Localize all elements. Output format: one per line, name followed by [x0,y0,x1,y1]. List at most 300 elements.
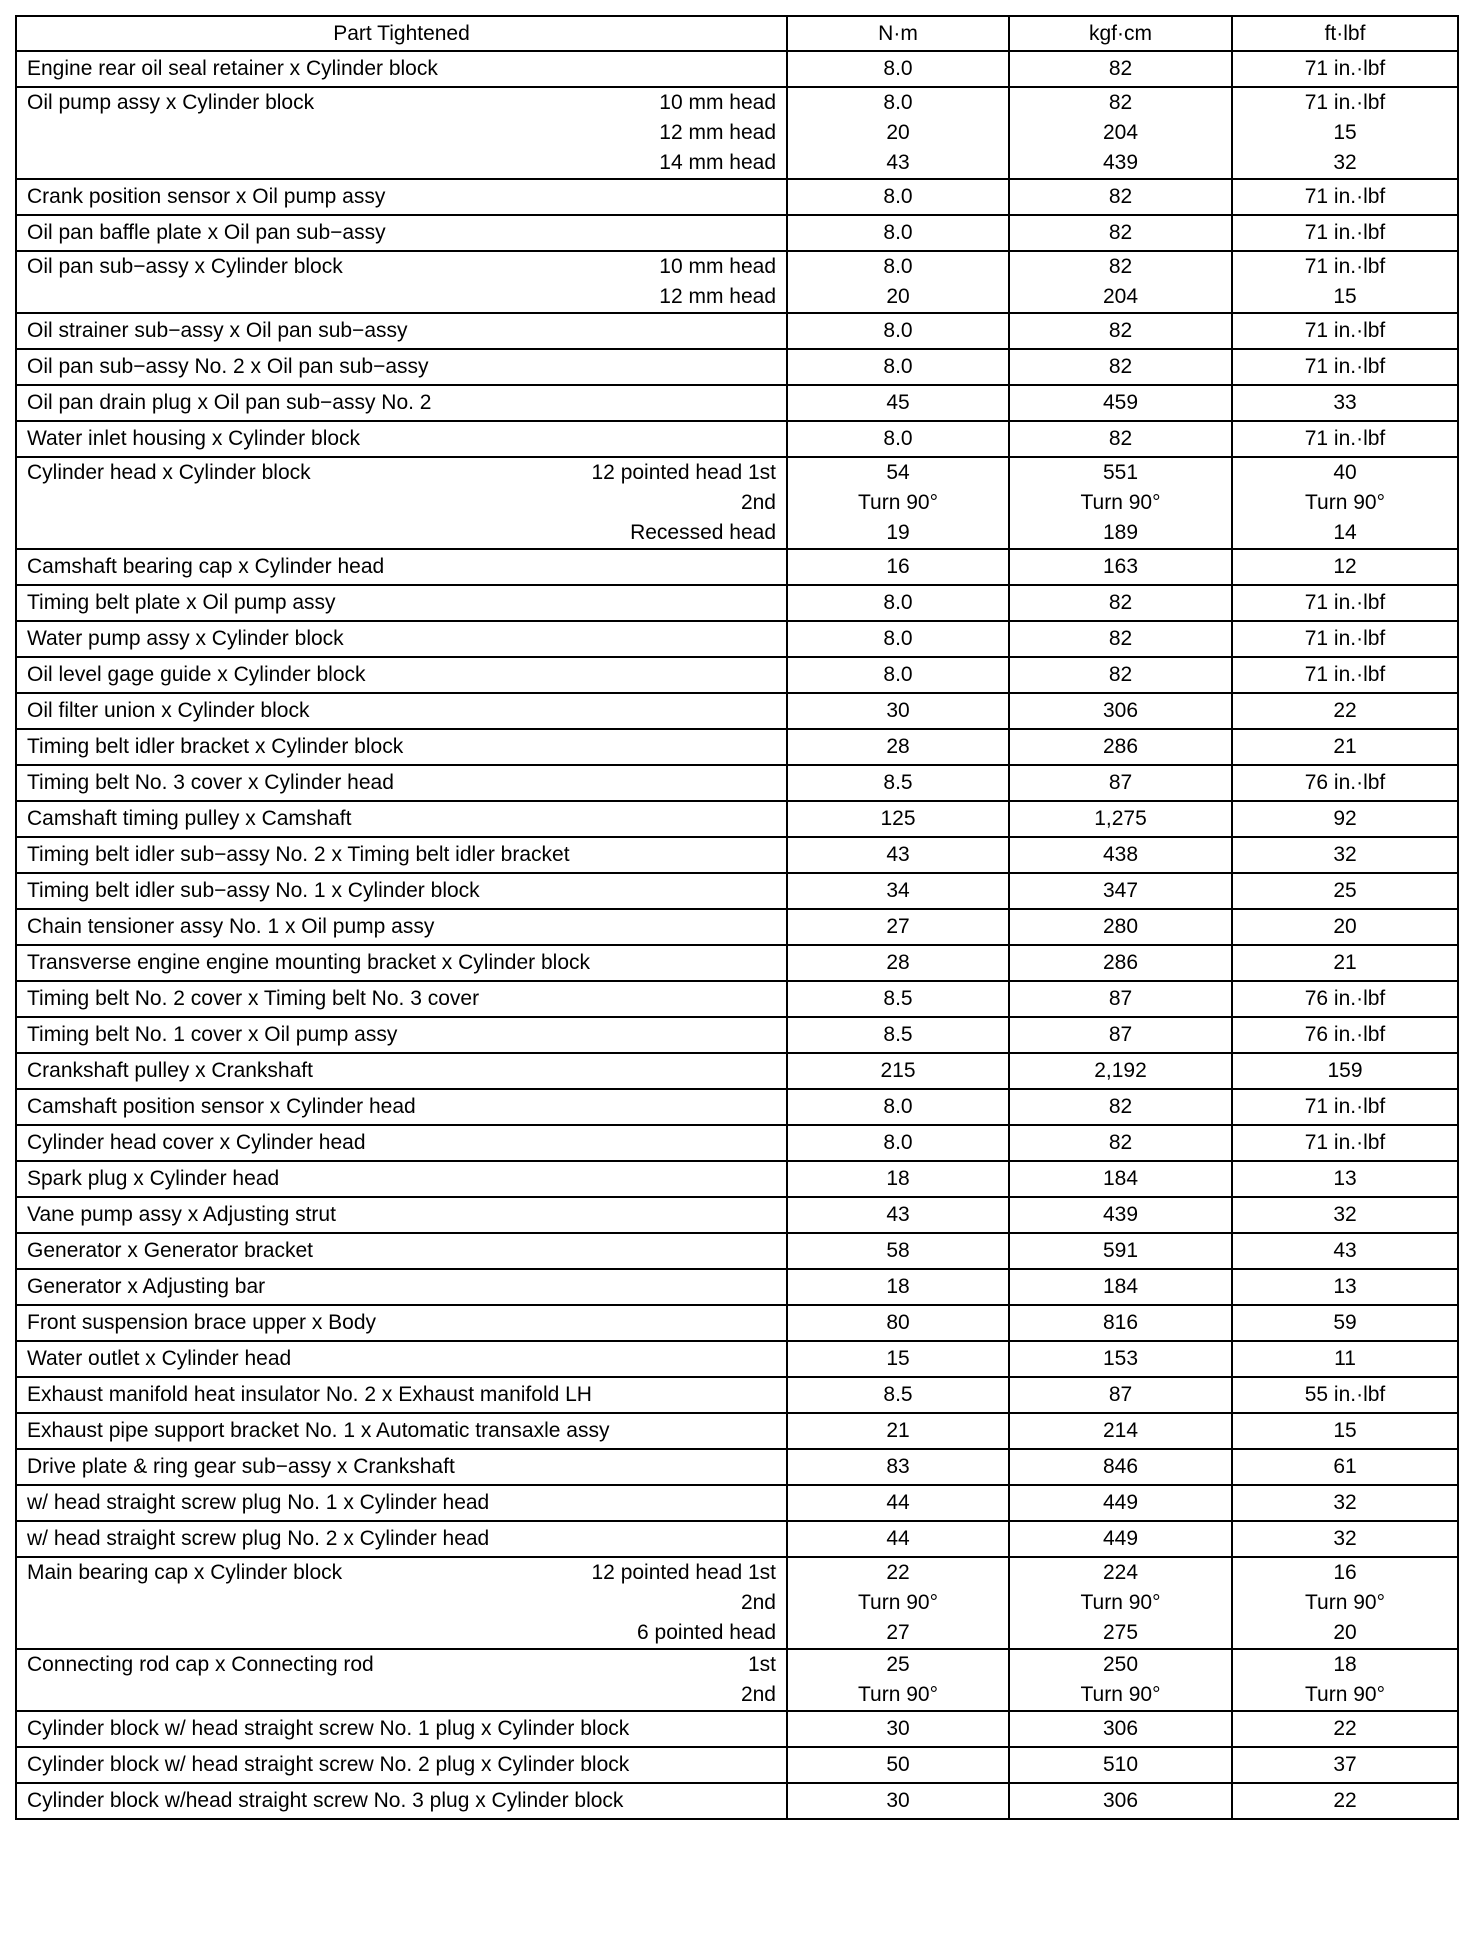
part-cell [16,1269,787,1305]
value-line: 204 [1102,121,1139,144]
value-line: 82 [1108,221,1133,244]
table-row [16,51,1458,87]
table-row [16,87,1458,179]
value-line: 13 [1333,1167,1357,1190]
kgf-cm-cell [1009,549,1232,585]
table-row [16,1783,1458,1819]
part-cell [16,693,787,729]
header-ft-lbf: ft·lbf [1232,16,1458,51]
kgf-cm-cell [1009,1161,1232,1197]
part-name: Oil strainer sub−assy x Oil pan sub−assy [27,319,408,342]
part-cell [16,1197,787,1233]
value-line: 32 [1333,1491,1357,1514]
header-part-tightened: Part Tightened [16,16,787,51]
value-line: 32 [1333,1527,1357,1550]
part-note: 12 mm head [659,285,776,308]
value-line: 22 [1333,699,1357,722]
ft-lbf-cell [1232,1341,1458,1377]
value-line: 82 [1108,1095,1133,1118]
ft-lbf-cell [1232,1269,1458,1305]
part-line [27,1128,776,1158]
part-cell [16,549,787,585]
kgf-cm-cell [1009,385,1232,421]
part-note: 1st [747,1653,776,1676]
value-line: 34 [886,879,910,902]
part-note: 14 mm head [659,151,776,174]
value-line: 32 [1333,843,1357,866]
part-cell [16,1521,787,1557]
ft-lbf-cell [1232,1449,1458,1485]
kgf-cm-cell [1009,1053,1232,1089]
value-line: Turn 90° [858,1591,938,1614]
part-note: 12 mm head [659,121,776,144]
ft-lbf-cell [1232,385,1458,421]
kgf-cm-cell [1009,1341,1232,1377]
part-line [27,552,776,582]
table-row [16,1161,1458,1197]
part-line [27,88,776,118]
kgf-cm-cell [1009,1089,1232,1125]
part-name: Connecting rod cap x Connecting rod [27,1653,374,1676]
part-note: 2nd [740,1591,776,1614]
value-line: 87 [1108,1023,1133,1046]
value-line: 71 in.·lbf [1304,627,1386,650]
part-cell [16,1413,787,1449]
value-line: 8.0 [883,627,913,650]
part-name: Main bearing cap x Cylinder block [27,1561,343,1584]
part-name: Timing belt No. 1 cover x Oil pump assy [27,1023,398,1046]
part-cell [16,1053,787,1089]
table-row [16,1125,1458,1161]
value-line: 27 [886,1621,910,1644]
value-line: 71 in.·lbf [1304,91,1386,114]
part-name: Timing belt No. 3 cover x Cylinder head [27,771,394,794]
part-line [27,488,776,518]
part-line [27,1380,776,1410]
part-cell [16,313,787,349]
table-row [16,1341,1458,1377]
value-line: 71 in.·lbf [1304,319,1386,342]
part-cell [16,1017,787,1053]
value-line: 44 [886,1491,910,1514]
part-note: 10 mm head [659,91,776,114]
table-row [16,1521,1458,1557]
value-line: 40 [1333,461,1357,484]
part-name: Cylinder block w/ head straight screw No. 2 plug x Cylinder block [27,1753,630,1776]
table-row [16,313,1458,349]
ft-lbf-cell [1232,1197,1458,1233]
part-line [27,1524,776,1554]
table-row [16,251,1458,313]
value-line: 8.5 [883,1023,913,1046]
nm-cell [787,87,1009,179]
table-row [16,621,1458,657]
value-line: 8.5 [883,1383,913,1406]
part-cell [16,1557,787,1649]
part-note: 12 pointed head 1st [591,1561,776,1584]
value-line: 8.5 [883,987,913,1010]
value-line: 82 [1108,627,1133,650]
value-line: 21 [1333,735,1357,758]
value-line: 459 [1102,391,1139,414]
ft-lbf-cell [1232,1161,1458,1197]
ft-lbf-cell [1232,945,1458,981]
part-cell [16,585,787,621]
part-line [27,588,776,618]
part-line [27,840,776,870]
value-line: 82 [1108,355,1133,378]
value-line: 20 [1333,1621,1357,1644]
kgf-cm-cell [1009,421,1232,457]
part-name: w/ head straight screw plug No. 1 x Cylinder head [27,1491,490,1514]
ft-lbf-cell [1232,1783,1458,1819]
part-cell [16,251,787,313]
ft-lbf-cell [1232,585,1458,621]
value-line: Turn 90° [1305,1591,1385,1614]
part-name: Crank position sensor x Oil pump assy [27,185,386,208]
part-name: Oil pan sub−assy No. 2 x Oil pan sub−assy [27,355,429,378]
part-cell [16,179,787,215]
nm-cell [787,1521,1009,1557]
value-line: Turn 90° [1080,1683,1161,1706]
nm-cell [787,313,1009,349]
part-line [27,518,776,548]
value-line: 71 in.·lbf [1304,591,1386,614]
nm-cell [787,1377,1009,1413]
value-line: 76 in.·lbf [1304,987,1386,1010]
part-line [27,54,776,84]
kgf-cm-cell [1009,1557,1232,1649]
kgf-cm-cell [1009,1413,1232,1449]
value-line: 71 in.·lbf [1304,663,1386,686]
value-line: 22 [1333,1789,1357,1812]
value-line: 159 [1327,1059,1363,1082]
part-note: 2nd [740,491,776,514]
part-line [27,1416,776,1446]
part-line [27,1056,776,1086]
table-row [16,179,1458,215]
part-line [27,1236,776,1266]
kgf-cm-cell [1009,251,1232,313]
value-line: 816 [1102,1311,1139,1334]
value-line: 25 [886,1653,910,1676]
part-name: Transverse engine engine mounting bracket x Cylinder block [27,951,591,974]
part-line [27,984,776,1014]
value-line: 27 [886,915,910,938]
value-line: 8.0 [883,355,913,378]
kgf-cm-cell [1009,179,1232,215]
table-row [16,1197,1458,1233]
kgf-cm-cell [1009,657,1232,693]
table-row [16,1449,1458,1485]
value-line: Turn 90° [1080,1591,1161,1614]
table-row [16,765,1458,801]
table-row [16,1089,1458,1125]
nm-cell [787,51,1009,87]
value-line: 8.0 [883,221,913,244]
table-row [16,1557,1458,1649]
part-name: Engine rear oil seal retainer x Cylinder block [27,57,438,80]
ft-lbf-cell [1232,981,1458,1017]
value-line: 71 in.·lbf [1304,1095,1386,1118]
value-line: Turn 90° [858,1683,938,1706]
part-note: 12 pointed head 1st [591,461,776,484]
nm-cell [787,1089,1009,1125]
value-line: 50 [886,1753,910,1776]
part-line [27,696,776,726]
part-name: Crankshaft pulley x Crankshaft [27,1059,313,1082]
value-line: 82 [1108,57,1133,80]
part-cell [16,729,787,765]
part-name: Camshaft bearing cap x Cylinder head [27,555,385,578]
nm-cell [787,1413,1009,1449]
ft-lbf-cell [1232,1233,1458,1269]
value-line: 449 [1102,1491,1139,1514]
value-line: 20 [886,285,910,308]
ft-lbf-cell [1232,421,1458,457]
part-name: Exhaust pipe support bracket No. 1 x Automatic transaxle assy [27,1419,610,1442]
ft-lbf-cell [1232,1485,1458,1521]
part-note: 2nd [740,1683,776,1706]
value-line: 82 [1108,427,1133,450]
table-row [16,1053,1458,1089]
value-line: 18 [886,1167,910,1190]
table-row [16,1747,1458,1783]
part-cell [16,1305,787,1341]
table-row [16,457,1458,549]
table-row [16,215,1458,251]
kgf-cm-cell [1009,837,1232,873]
ft-lbf-cell [1232,215,1458,251]
table-row [16,585,1458,621]
ft-lbf-cell [1232,1711,1458,1747]
table-row [16,1233,1458,1269]
part-line [27,1272,776,1302]
part-cell [16,1711,787,1747]
table-row [16,837,1458,873]
part-cell [16,1341,787,1377]
value-line: 15 [886,1347,910,1370]
part-cell [16,385,787,421]
part-line [27,1488,776,1518]
ft-lbf-cell [1232,1305,1458,1341]
part-cell [16,765,787,801]
part-line [27,218,776,248]
table-row [16,549,1458,585]
table-body [16,51,1458,1819]
nm-cell [787,1485,1009,1521]
part-cell [16,87,787,179]
nm-cell [787,945,1009,981]
ft-lbf-cell [1232,251,1458,313]
table-row [16,1649,1458,1711]
kgf-cm-cell [1009,1649,1232,1711]
value-line: 71 in.·lbf [1304,57,1386,80]
part-line [27,876,776,906]
nm-cell [787,1053,1009,1089]
table-row [16,693,1458,729]
value-line: 82 [1108,255,1133,278]
value-line: 591 [1102,1239,1139,1262]
part-name: Timing belt idler sub−assy No. 1 x Cylinder block [27,879,480,902]
value-line: 28 [886,951,910,974]
value-line: 18 [1333,1653,1357,1676]
part-name: w/ head straight screw plug No. 2 x Cylinder head [27,1527,490,1550]
value-line: 8.0 [883,255,913,278]
value-line: 8.0 [883,591,913,614]
value-line: 21 [1333,951,1357,974]
part-name: Cylinder head x Cylinder block [27,461,311,484]
kgf-cm-cell [1009,349,1232,385]
part-cell [16,1449,787,1485]
part-name: Oil level gage guide x Cylinder block [27,663,366,686]
ft-lbf-cell [1232,179,1458,215]
value-line: 82 [1108,91,1133,114]
value-line: 37 [1333,1753,1357,1776]
kgf-cm-cell [1009,945,1232,981]
part-line [27,458,776,488]
value-line: 286 [1102,735,1139,758]
value-line: 184 [1102,1275,1139,1298]
value-line: 12 [1333,555,1357,578]
part-line [27,1650,776,1680]
part-line [27,948,776,978]
part-cell [16,1125,787,1161]
nm-cell [787,549,1009,585]
value-line: 71 in.·lbf [1304,185,1386,208]
value-line: 15 [1333,285,1357,308]
value-line: 306 [1102,1717,1139,1740]
value-line: 846 [1102,1455,1139,1478]
kgf-cm-cell [1009,1125,1232,1161]
part-name: Oil filter union x Cylinder block [27,699,310,722]
value-line: 71 in.·lbf [1304,1131,1386,1154]
kgf-cm-cell [1009,585,1232,621]
part-name: Chain tensioner assy No. 1 x Oil pump assy [27,915,435,938]
nm-cell [787,1269,1009,1305]
part-cell [16,945,787,981]
part-line [27,388,776,418]
value-line: 18 [886,1275,910,1298]
value-line: 82 [1108,185,1133,208]
value-line: 306 [1102,1789,1139,1812]
table-row [16,1485,1458,1521]
value-line: 22 [886,1561,910,1584]
nm-cell [787,1557,1009,1649]
nm-cell [787,837,1009,873]
value-line: 61 [1333,1455,1357,1478]
part-cell [16,837,787,873]
part-line [27,148,776,178]
value-line: 83 [886,1455,910,1478]
part-cell [16,349,787,385]
part-name: Oil pump assy x Cylinder block [27,91,315,114]
ft-lbf-cell [1232,837,1458,873]
value-line: 163 [1102,555,1139,578]
nm-cell [787,421,1009,457]
part-line [27,1750,776,1780]
part-name: Oil pan baffle plate x Oil pan sub−assy [27,221,386,244]
part-line [27,768,776,798]
table-row [16,873,1458,909]
part-name: Timing belt idler sub−assy No. 2 x Timing belt idler bracket [27,843,570,866]
header-kgf-cm: kgf·cm [1009,16,1232,51]
value-line: 43 [886,843,910,866]
nm-cell [787,909,1009,945]
value-line: 71 in.·lbf [1304,355,1386,378]
value-line: 43 [886,1203,910,1226]
value-line: 8.0 [883,57,913,80]
table-row [16,801,1458,837]
value-line: 82 [1108,1131,1133,1154]
part-line [27,424,776,454]
part-cell [16,981,787,1017]
kgf-cm-cell [1009,1747,1232,1783]
nm-cell [787,729,1009,765]
part-line [27,1344,776,1374]
value-line: 8.0 [883,91,913,114]
part-cell [16,1089,787,1125]
value-line: 22 [1333,1717,1357,1740]
value-line: 438 [1102,843,1139,866]
value-line: 280 [1102,915,1139,938]
ft-lbf-cell [1232,1557,1458,1649]
value-line: 82 [1108,663,1133,686]
nm-cell [787,1197,1009,1233]
part-line [27,182,776,212]
part-name: Spark plug x Cylinder head [27,1167,280,1190]
part-cell [16,1377,787,1413]
kgf-cm-cell [1009,1449,1232,1485]
value-line: 306 [1102,699,1139,722]
value-line: 15 [1333,1419,1357,1442]
value-line: 76 in.·lbf [1304,1023,1386,1046]
part-note: 10 mm head [659,255,776,278]
ft-lbf-cell [1232,51,1458,87]
part-note: 6 pointed head [637,1621,776,1644]
value-line: Turn 90° [1305,1683,1385,1706]
nm-cell [787,1649,1009,1711]
table-row [16,1269,1458,1305]
part-name: Camshaft position sensor x Cylinder head [27,1095,416,1118]
part-line [27,118,776,148]
nm-cell [787,349,1009,385]
part-line [27,1164,776,1194]
nm-cell [787,385,1009,421]
table-row [16,729,1458,765]
kgf-cm-cell [1009,313,1232,349]
nm-cell [787,873,1009,909]
value-line: 82 [1108,319,1133,342]
part-name: Cylinder head cover x Cylinder head [27,1131,366,1154]
value-line: 43 [886,151,910,174]
nm-cell [787,1747,1009,1783]
part-line [27,252,776,282]
ft-lbf-cell [1232,729,1458,765]
part-line [27,660,776,690]
value-line: 189 [1102,521,1139,544]
value-line: 71 in.·lbf [1304,255,1386,278]
ft-lbf-cell [1232,909,1458,945]
part-cell [16,51,787,87]
part-line [27,912,776,942]
nm-cell [787,179,1009,215]
value-line: 8.0 [883,1131,913,1154]
value-line: 214 [1102,1419,1139,1442]
ft-lbf-cell [1232,621,1458,657]
part-name: Drive plate & ring gear sub−assy x Crankshaft [27,1455,455,1478]
part-name: Cylinder block w/head straight screw No. 3 plug x Cylinder block [27,1789,624,1812]
